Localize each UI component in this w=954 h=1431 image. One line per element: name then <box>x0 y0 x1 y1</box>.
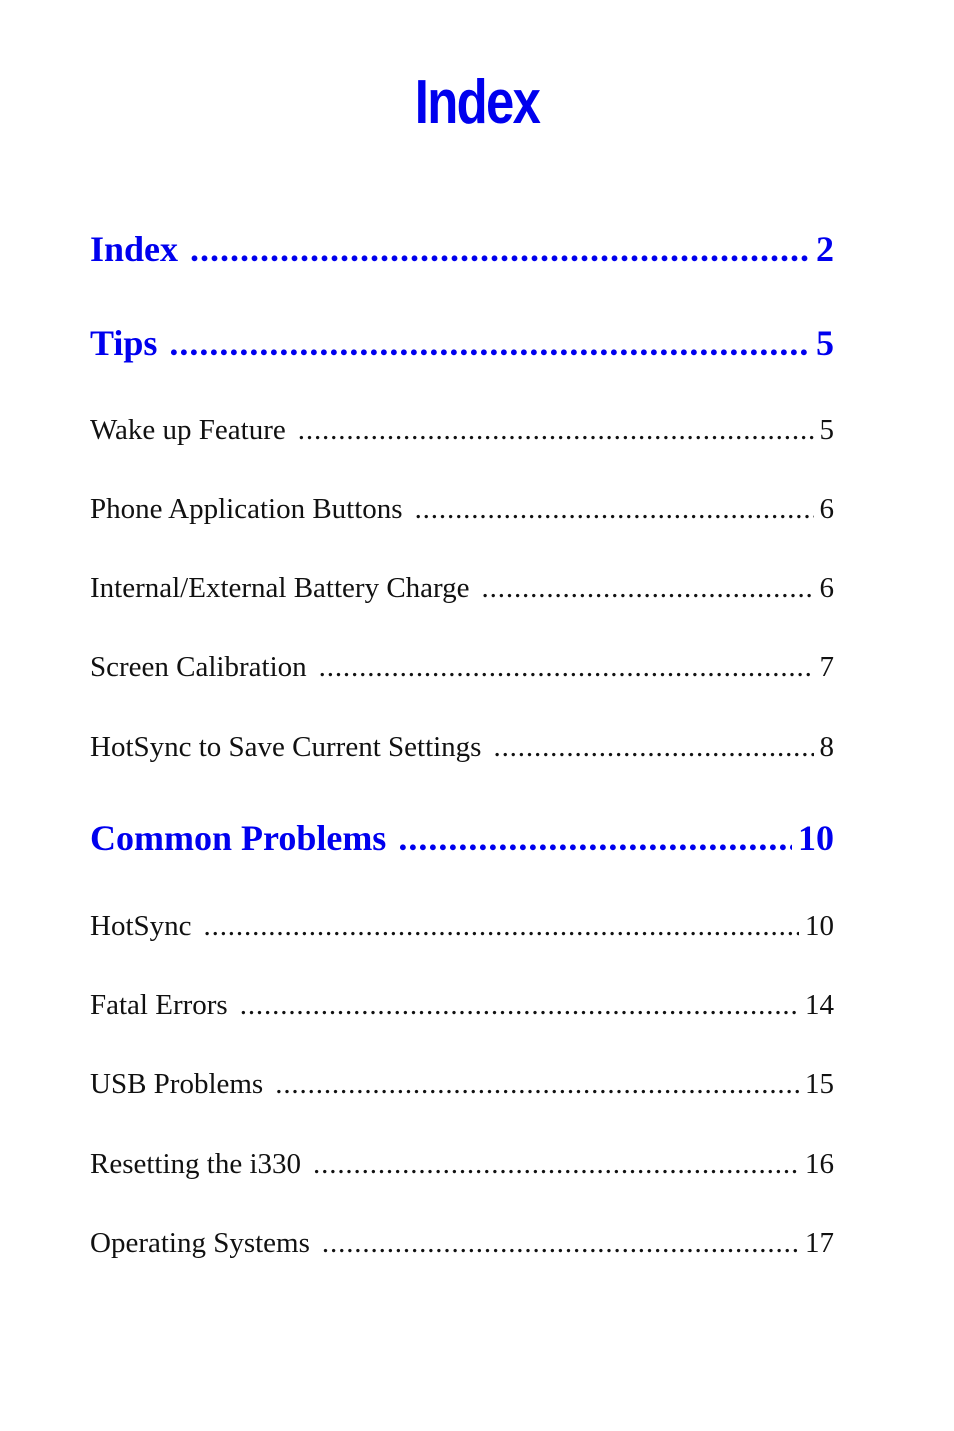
toc-entry-page: 15 <box>805 1068 834 1100</box>
toc-entry-hotsync-save-settings[interactable] <box>90 731 834 769</box>
dot-leader <box>190 228 810 270</box>
toc-entry-label: Resetting the i330 <box>90 1148 302 1180</box>
toc-entry-label: Fatal Errors <box>90 989 228 1021</box>
toc-entry-page: 16 <box>805 1148 834 1180</box>
dot-leader <box>169 322 810 364</box>
page-title: Index <box>414 68 540 137</box>
toc-entry-wake-up-feature[interactable] <box>90 414 834 452</box>
dot-leader <box>298 414 814 447</box>
toc-entry-fatal-errors[interactable] <box>90 989 834 1027</box>
toc-entry-page: 14 <box>805 989 834 1021</box>
toc-entry-page: 2 <box>816 229 834 269</box>
toc-entry-label: Internal/External Battery Charge <box>90 572 470 604</box>
toc-entry-tips[interactable] <box>90 322 834 368</box>
toc-entry-page: 8 <box>819 731 834 763</box>
toc-entry-page: 6 <box>819 572 834 604</box>
toc-entry-label: Tips <box>90 323 158 363</box>
dot-leader <box>322 1227 799 1260</box>
toc-entry-label: HotSync to Save Current Settings <box>90 731 482 763</box>
toc-entry-label: Index <box>90 229 179 269</box>
dot-leader <box>204 910 800 943</box>
toc-entry-battery-charge[interactable] <box>90 572 834 610</box>
toc-entry-common-problems[interactable] <box>90 817 834 863</box>
toc-entry-page: 10 <box>805 910 834 942</box>
dot-leader <box>482 572 814 605</box>
toc-entry-hotsync[interactable] <box>90 910 834 948</box>
toc-entry-page: 17 <box>805 1227 834 1259</box>
dot-leader <box>240 989 799 1022</box>
toc-entry-phone-application-buttons[interactable] <box>90 493 834 531</box>
dot-leader <box>415 493 814 526</box>
toc-entry-operating-systems[interactable] <box>90 1227 834 1265</box>
dot-leader <box>313 1148 799 1181</box>
toc-entry-label: Screen Calibration <box>90 651 307 683</box>
toc-entry-label: Common Problems <box>90 818 387 858</box>
toc-entry-page: 10 <box>798 818 834 858</box>
toc-entry-label: USB Problems <box>90 1068 264 1100</box>
toc-entry-usb-problems[interactable] <box>90 1068 834 1106</box>
dot-leader <box>275 1068 799 1101</box>
dot-leader <box>398 817 792 859</box>
dot-leader <box>493 731 813 764</box>
toc-entry-page: 5 <box>816 323 834 363</box>
toc-entry-label: Phone Application Buttons <box>90 493 403 525</box>
toc-entry-page: 5 <box>819 414 834 446</box>
toc-entry-label: Operating Systems <box>90 1227 310 1259</box>
toc-entry-index[interactable] <box>90 228 834 274</box>
toc-entry-page: 6 <box>819 493 834 525</box>
toc-entry-screen-calibration[interactable] <box>90 651 834 689</box>
dot-leader <box>319 651 814 684</box>
toc-entry-label: HotSync <box>90 910 192 942</box>
toc-entry-label: Wake up Feature <box>90 414 286 446</box>
toc-entry-page: 7 <box>819 651 834 683</box>
toc-entry-resetting-i330[interactable] <box>90 1148 834 1186</box>
